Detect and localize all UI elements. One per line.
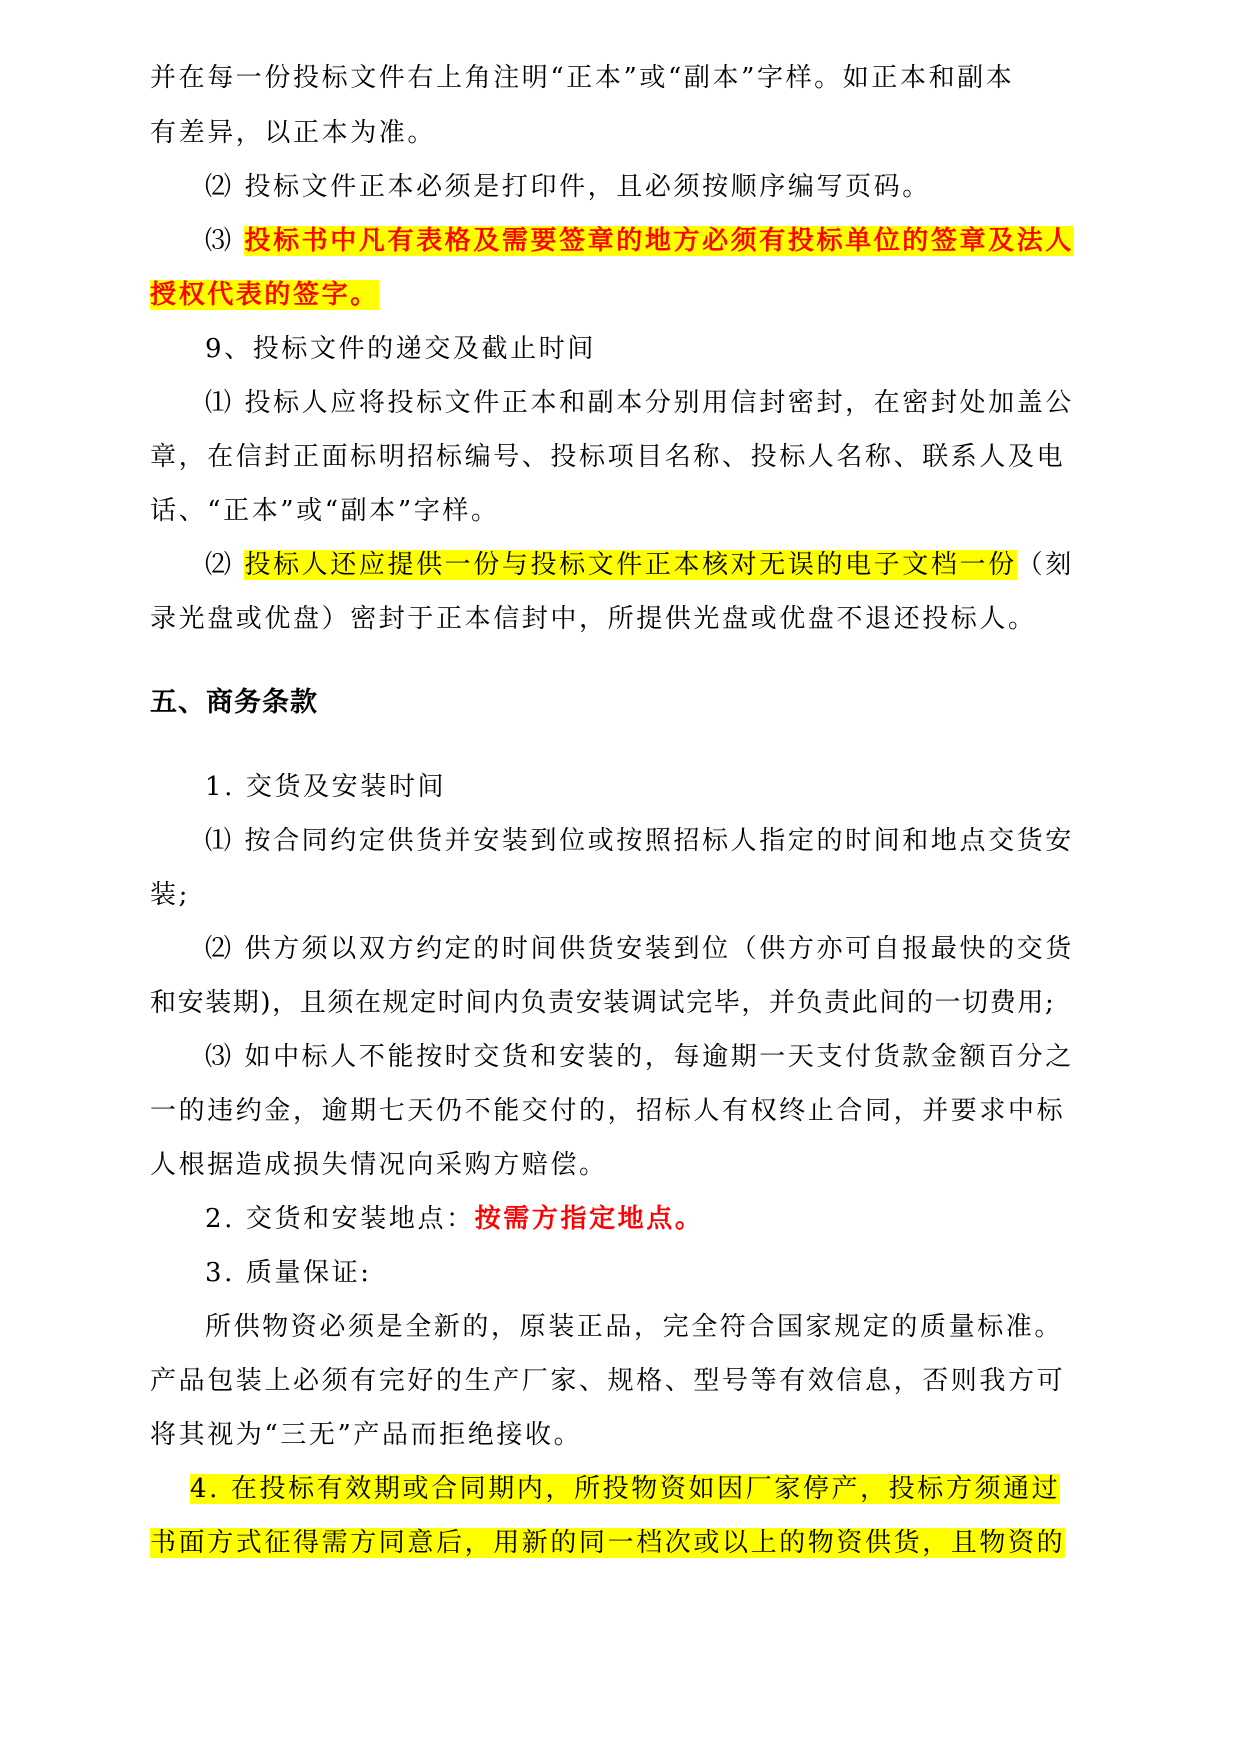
text-line: ⑵ 供方须以双方约定的时间供货安装到位（供方亦可自报最快的交货 (205, 934, 1074, 964)
text-line: 并在每一份投标文件右上角注明“正本”或“副本”字样。如正本和副本 (150, 63, 1015, 93)
text-line: ⑵ 投标文件正本必须是打印件，且必须按顺序编写页码。 (205, 172, 931, 202)
highlighted-red-text: 授权代表的签字。 (150, 280, 379, 310)
text-line: 录光盘或优盘）密封于正本信封中，所提供光盘或优盘不退还投标人。 (150, 604, 1037, 634)
section-item-9: 9、投标文件的递交及截止时间 (205, 334, 596, 364)
text-line: 一的违约金，逾期七天仍不能交付的，招标人有权终止合同，并要求中标 (150, 1096, 1066, 1126)
text-line: 装; (150, 880, 190, 910)
text-line-highlighted (150, 275, 379, 315)
section-item-2: 2. 交货和安装地点：按需方指定地点。 (205, 1204, 704, 1234)
text-line: ⑴ 按合同约定供货并安装到位或按照招标人指定的时间和地点交货安 (205, 826, 1074, 856)
text-line: ⑶ 如中标人不能按时交货和安装的，每逾期一天支付货款金额百分之 (205, 1042, 1074, 1072)
text-line: 人根据造成损失情况向采购方赔偿。 (150, 1150, 608, 1180)
text-line: ⑴ 投标人应将投标文件正本和副本分别用信封密封，在密封处加盖公 (205, 388, 1074, 418)
text-line-highlighted (150, 1523, 1065, 1563)
text-line-highlighted: ⑶ 投标书中凡有表格及需要签章的地方必须有投标单位的签章及法人 (205, 226, 1074, 256)
text-line: 所供物资必须是全新的，原装正品，完全符合国家规定的质量标准。 (205, 1312, 1064, 1342)
highlighted-text: 书面方式征得需方同意后，用新的同一档次或以上的物资供货，且物资的 (150, 1528, 1066, 1558)
highlighted-red-text: 投标书中凡有表格及需要签章的地方必须有投标单位的签章及法人 (244, 226, 1074, 256)
section-item-1: 1. 交货及安装时间 (205, 772, 447, 802)
red-emphasis-text: 按需方指定地点。 (474, 1204, 704, 1234)
section-item-4 (190, 1469, 1060, 1509)
highlighted-text: 投标人还应提供一份与投标文件正本核对无误的电子文档一份 (244, 550, 1017, 580)
text-line: 有差异，以正本为准。 (150, 118, 437, 148)
section-item-3: 3. 质量保证: (205, 1258, 372, 1288)
section-heading: 五、商务条款 (150, 687, 318, 718)
text-line-highlighted: ⑵ 投标人还应提供一份与投标文件正本核对无误的电子文档一份（刻 (205, 550, 1074, 580)
text-line: 将其视为“三无”产品而拒绝接收。 (150, 1420, 583, 1450)
text-line: 章，在信封正面标明招标编号、投标项目名称、投标人名称、联系人及电 (150, 442, 1066, 472)
text-line: 产品包装上必须有完好的生产厂家、规格、型号等有效信息，否则我方可 (150, 1366, 1066, 1396)
text-line: 话、“正本”或“副本”字样。 (150, 496, 500, 526)
highlighted-text: 4. 在投标有效期或合同期内，所投物资如因厂家停产，投标方须通过 (190, 1474, 1061, 1504)
text-line: 和安装期)，且须在规定时间内负责安装调试完毕，并负责此间的一切费用; (150, 988, 1056, 1018)
